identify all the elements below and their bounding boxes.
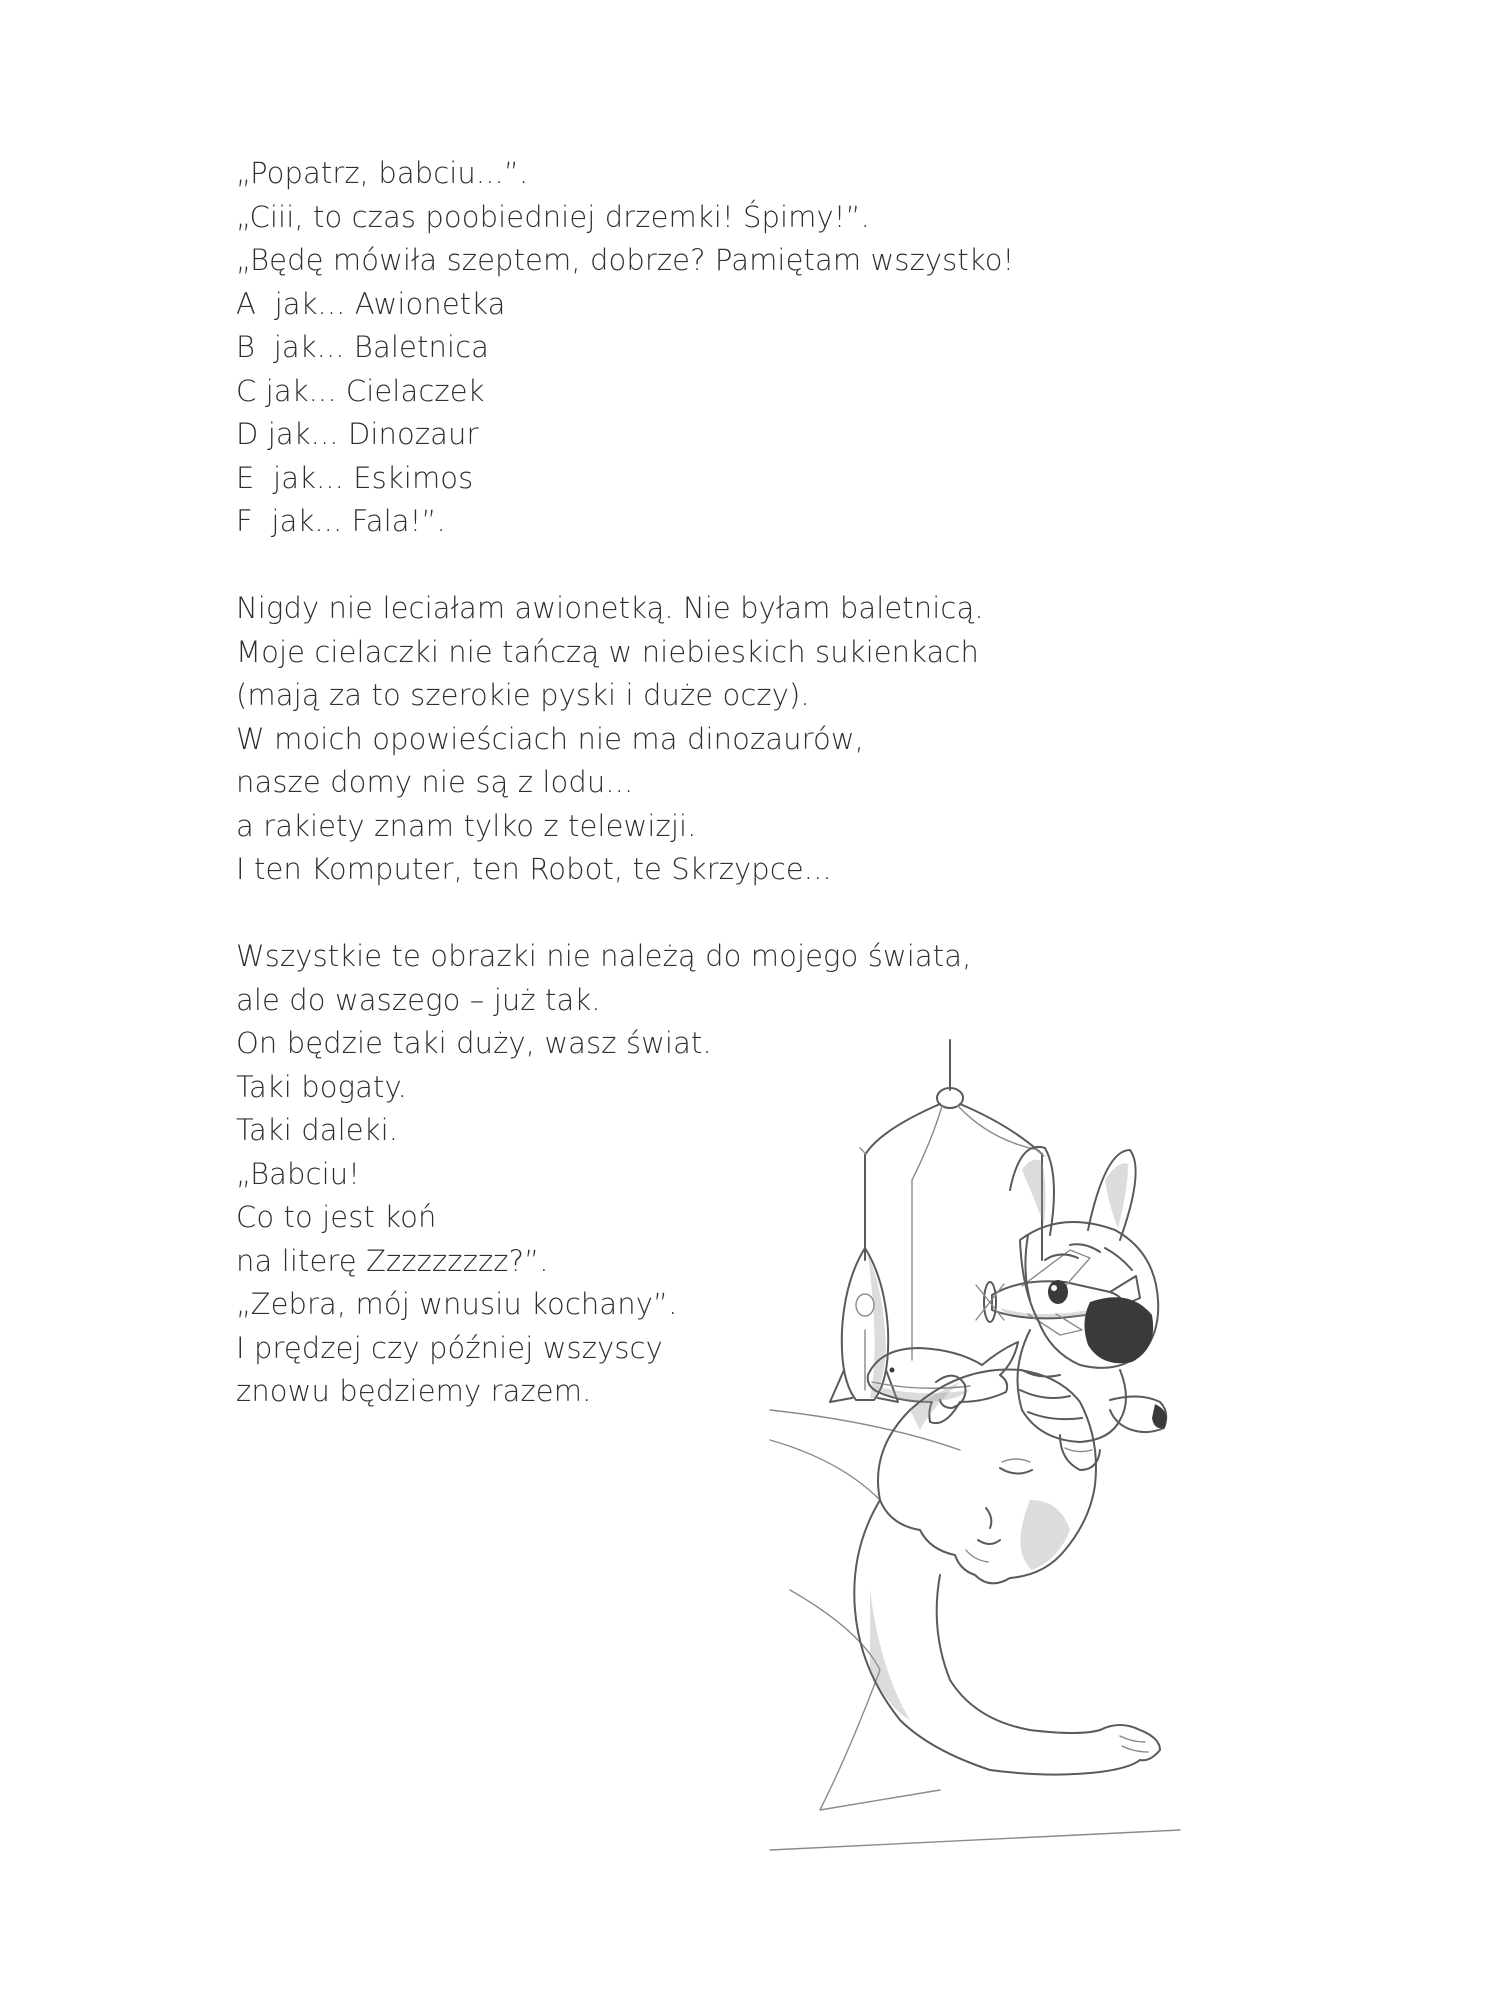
poem-line: Co to jest koń (236, 1200, 437, 1234)
poem-line: D jak... Dinozaur (236, 417, 479, 451)
poem-line: W moich opowieściach nie ma dinozaurów, (236, 721, 864, 756)
poem-line: „Babciu! (236, 1156, 360, 1191)
poem-line: I ten Komputer, ten Robot, te Skrzypce... (236, 852, 832, 886)
poem-line: znowu będziemy razem. (236, 1374, 592, 1408)
poem-line: (mają za to szerokie pyski i duże oczy). (236, 678, 810, 712)
poem-line: Nigdy nie leciałam awionetką. Nie byłam baletnicą. (236, 591, 984, 625)
poem-line: „Zebra, mój wnusiu kochany”. (236, 1287, 678, 1321)
rocket-toy (830, 1248, 898, 1402)
poem-line: Wszystkie te obrazki nie należą do mojego świata, (236, 939, 972, 973)
baby-mobile (830, 1040, 1140, 1423)
poem-line: Moje cielaczki nie tańczą w niebieskich sukienkach (236, 634, 979, 669)
stanza-break (236, 544, 1014, 588)
poem-line: E jak... Eskimos (236, 460, 474, 495)
poem-line: „Popatrz, babciu...”. (236, 156, 529, 190)
poem-line: A jak... Awionetka (236, 286, 506, 321)
poem-line: I prędzej czy później wszyscy (236, 1330, 663, 1365)
poem-line: B jak... Baletnica (236, 330, 490, 364)
poem-line: Taki daleki. (236, 1113, 399, 1147)
poem-line: nasze domy nie są z lodu... (236, 765, 634, 799)
poem-line: „Ciii, to czas poobiedniej drzemki! Śpimy!”. (236, 199, 870, 234)
poem-line: On będzie taki duży, wasz świat. (236, 1026, 712, 1060)
sleeping-baby (770, 1370, 1180, 1851)
poem-line: na literę Zzzzzzzzz?”. (236, 1243, 549, 1278)
poem-line: ale do waszego – już tak. (236, 982, 601, 1017)
poem-line: a rakiety znam tylko z telewizji. (236, 808, 697, 843)
poem-line: „Będę mówiła szeptem, dobrze? Pamiętam wszystko! (236, 243, 1015, 277)
poem-line: Taki bogaty. (236, 1069, 407, 1104)
stanza-break (236, 892, 1014, 936)
poem-line: C jak... Cielaczek (236, 373, 485, 408)
poem-line: F jak... Fala!”. (236, 504, 446, 538)
sleeping-baby-illustration (760, 1030, 1280, 1890)
